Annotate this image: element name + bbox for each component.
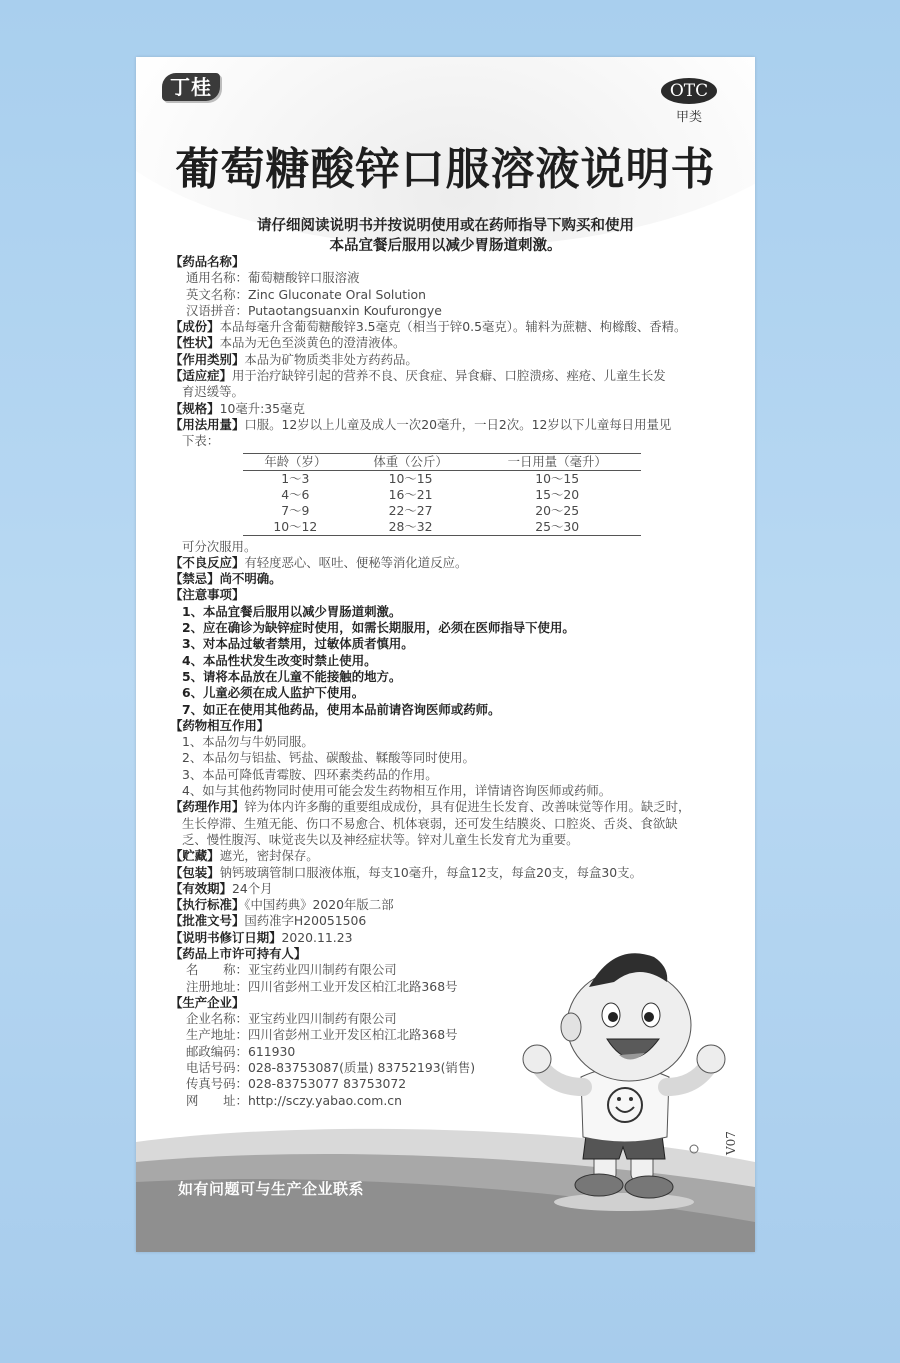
otc-badge: OTC (661, 78, 717, 104)
dose-cell: 15～20 (535, 486, 580, 502)
footer-contact-text: 如有问题可与生产企业联系 (178, 1180, 365, 1198)
revision-text: 2020.11.23 (281, 929, 353, 945)
section-heading: 【适应症】 (170, 368, 232, 384)
characteristics-row (170, 335, 730, 351)
list-item: 7、如正在使用其他药品，使用本品前请咨询医师或药师。 (182, 701, 501, 717)
otc-class-label: 甲类 (675, 110, 702, 125)
table-row (243, 470, 641, 487)
validity-text: 24个月 (231, 880, 273, 896)
list-item: 3、对本品过敏者禁用，过敏体质者慎用。 (182, 636, 414, 652)
list-item: 2、本品勿与铝盐、钙盐、碳酸盐、鞣酸等同时使用。 (182, 750, 475, 766)
ingredients-text: 本品每毫升含葡萄糖酸锌3.5毫克（相当于锌0.5毫克）。辅料为蔗糖、枸橼酸、香精。 (219, 319, 687, 335)
pharmacology-text: 锌为体内许多酶的重要组成成份，具有促进生长发育、改善味觉等作用。缺乏时， (244, 799, 691, 815)
storage-text: 遮光，密封保存。 (219, 848, 319, 864)
storage-row (170, 848, 730, 864)
characteristics-text: 本品为无色至淡黄色的澄清液体。 (219, 335, 406, 351)
table-header-row (243, 453, 641, 470)
section-heading: 【药品上市许可持有人】 (170, 945, 307, 961)
mascot-illustration (519, 937, 729, 1217)
spec-text: 10毫升:35毫克 (219, 400, 305, 416)
leaflet-sheet (136, 57, 755, 1252)
list-item: 1、本品宜餐后服用以减少胃肠道刺激。 (182, 603, 402, 619)
column-header: 体重（公斤） (348, 453, 474, 470)
section-heading: 【药理作用】 (170, 799, 245, 815)
standard-row (170, 897, 730, 913)
column-header: 一日用量（毫升） (473, 453, 641, 470)
approval-row (170, 913, 730, 929)
adverse-text: 有轻度恶心、呕吐、便秘等消化道反应。 (244, 554, 468, 570)
dose-cell: 10～15 (535, 470, 580, 486)
manufacturer-address: 生产地址：四川省彭州工业开发区柏江北路368号 (186, 1027, 458, 1043)
weight-cell: 16～21 (388, 486, 433, 502)
generic-name: 通用名称：葡萄糖酸锌口服溶液 (186, 270, 360, 286)
instruction-line-1: 请仔细阅读说明书并按说明使用或在药师指导下购买和使用 (257, 218, 634, 234)
english-name: 英文名称：Zinc Gluconate Oral Solution (186, 286, 426, 302)
list-item: 6、儿童必须在成人监护下使用。 (182, 685, 365, 701)
ingredients-row (170, 319, 730, 335)
approval-text: 国药准字H20051506 (244, 913, 367, 929)
list-item: 2、应在确诊为缺锌症时使用，如需长期服用，必须在医师指导下使用。 (182, 620, 575, 636)
list-item: 1、本品勿与牛奶同服。 (182, 734, 314, 750)
section-heading: 【规格】 (170, 400, 220, 416)
page-title: 葡萄糖酸锌口服溶液说明书 (175, 144, 716, 195)
section-heading: 【包装】 (170, 864, 220, 880)
indications-continued: 育迟缓等。 (182, 384, 244, 400)
list-item: 5、请将本品放在儿童不能接触的地方。 (182, 668, 402, 684)
usage-text: 口服。12岁以上儿童及成人一次20毫升，一日2次。12岁以下儿童每日用量见 (244, 416, 672, 432)
list-item: 4、如与其他药物同时使用可能会发生药物相互作用，详情请咨询医师或药师。 (182, 783, 612, 799)
section-heading: 【禁忌】 (170, 571, 220, 587)
manufacturer-name: 企业名称：亚宝药业四川制药有限公司 (186, 1011, 397, 1027)
pharmacology-row (170, 799, 730, 815)
section-heading: 【不良反应】 (170, 554, 245, 570)
dosage-table (243, 453, 641, 536)
section-heading: 【贮藏】 (170, 848, 220, 864)
manufacturer-zip: 邮政编码：611930 (186, 1043, 296, 1059)
manufacturer-phone: 电话号码：028-83753087(质量) 83752193(销售) (186, 1060, 476, 1076)
manufacturer-fax: 传真号码：028-83753077 83753072 (186, 1076, 407, 1092)
section-heading: 【性状】 (170, 335, 220, 351)
section-heading: 【批准文号】 (170, 913, 245, 929)
dose-cell: 25～30 (473, 519, 641, 536)
adverse-row (170, 555, 730, 571)
package-text: 钠钙玻璃管制口服液体瓶，每支10毫升，每盒12支，每盒20支，每盒30支。 (219, 864, 642, 880)
manufacturer-website: 网 址：http://sczy.yabao.com.cn (186, 1092, 402, 1108)
section-heading: 【用法用量】 (170, 416, 245, 432)
list-item: 4、本品性状发生改变时禁止使用。 (182, 652, 377, 668)
brand-logo: 丁桂 (162, 73, 220, 101)
usage-note: 可分次服用。 (182, 538, 257, 554)
version-code: V07 (724, 1131, 738, 1155)
column-header: 年龄（岁） (243, 453, 348, 470)
holder-address: 注册地址：四川省彭州工业开发区柏江北路368号 (186, 978, 458, 994)
weight-cell: 22～27 (388, 502, 433, 518)
contraindication-text: 尚不明确。 (219, 571, 282, 587)
pinyin-name: 汉语拼音：Putaotangsuanxin Koufurongye (186, 302, 442, 318)
table-row (243, 503, 641, 519)
package-row (170, 865, 730, 881)
category-row (170, 352, 730, 368)
section-heading: 【药物相互作用】 (170, 717, 270, 733)
standard-text: 《中国药典》2020年版二部 (244, 897, 394, 913)
section-heading: 【有效期】 (170, 880, 232, 896)
weight-cell: 10～15 (388, 470, 433, 486)
pharmacology-continued: 乏、慢性腹泻、味觉丧失以及神经症状等。锌对儿童生长发育尤为重要。 (182, 831, 579, 847)
age-cell: 1～3 (281, 470, 310, 486)
indications-row (170, 368, 730, 384)
spec-row (170, 401, 730, 417)
indications-text: 用于治疗缺锌引起的营养不良、厌食症、异食癖、口腔溃疡、痤疮、儿童生长发 (231, 368, 666, 384)
weight-cell: 28～32 (348, 519, 474, 536)
section-heading: 【作用类别】 (170, 351, 245, 367)
section-heading: 【注意事项】 (170, 587, 245, 603)
section-heading: 【生产企业】 (170, 994, 245, 1010)
category-text: 本品为矿物质类非处方药药品。 (244, 351, 418, 367)
dose-cell: 20～25 (535, 502, 580, 518)
usage-continued: 下表： (182, 433, 220, 449)
instruction-line-2: 本品宜餐后服用以减少胃肠道刺激。 (329, 238, 562, 254)
age-cell: 10～12 (243, 519, 348, 536)
usage-row (170, 417, 730, 433)
table-row (243, 519, 641, 536)
section-heading: 【药品名称】 (170, 254, 245, 269)
pharmacology-continued: 生长停滞、生殖无能、伤口不易愈合、机体衰弱，还可发生结膜炎、口腔炎、舌炎、食欲缺 (182, 815, 678, 831)
section-heading: 【成份】 (170, 319, 220, 335)
holder-name: 名 称：亚宝药业四川制药有限公司 (186, 962, 397, 978)
validity-row (170, 881, 730, 897)
table-row (243, 487, 641, 503)
section-heading: 【执行标准】 (170, 897, 245, 913)
section-heading: 【说明书修订日期】 (170, 929, 282, 945)
age-cell: 7～9 (281, 502, 310, 518)
list-item: 3、本品可降低青霉胺、四环素类药品的作用。 (182, 766, 438, 782)
age-cell: 4～6 (281, 486, 310, 502)
contraindication-row (170, 571, 730, 587)
